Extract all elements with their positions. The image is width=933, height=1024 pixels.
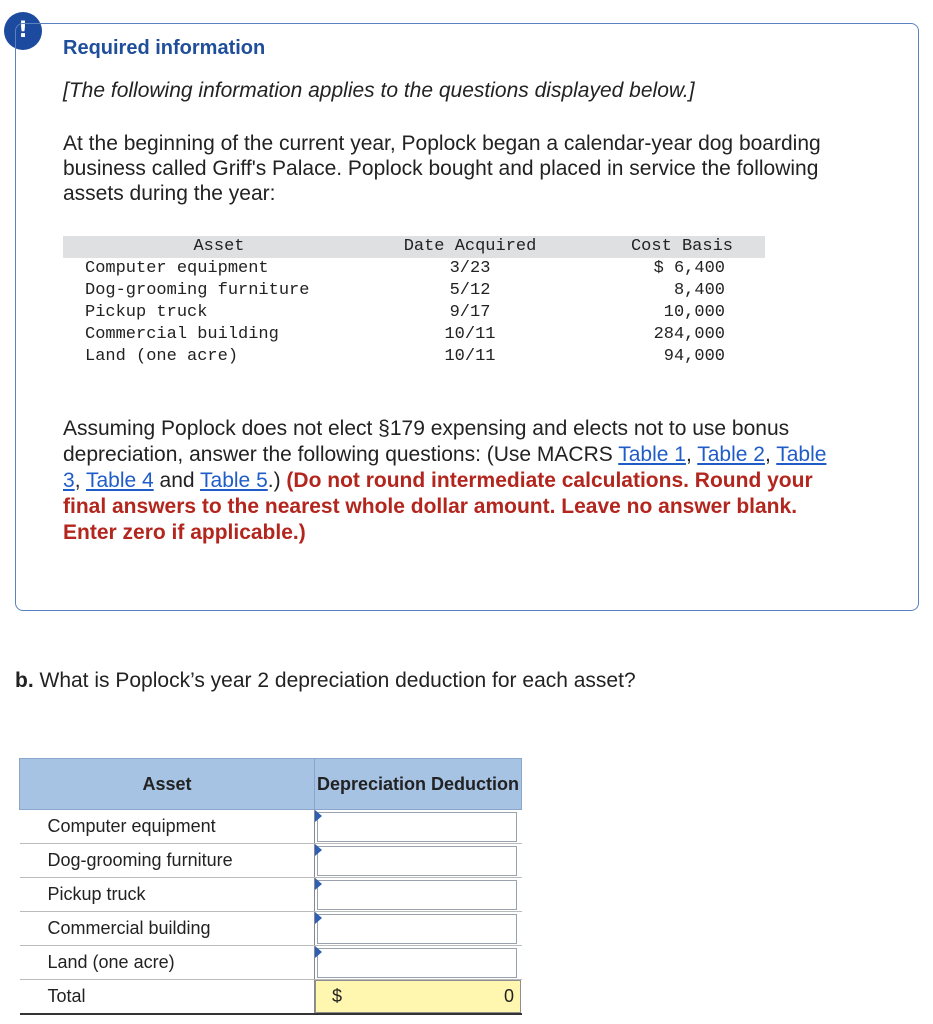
depreciation-input-commercial-building[interactable] (317, 914, 517, 944)
table-row (20, 810, 522, 844)
asset-cost: 284,000 (653, 325, 725, 344)
asset-date: 10/11 (444, 325, 496, 344)
asset-cost: $ 6,400 (653, 259, 725, 278)
answer-asset-label: Computer equipment (20, 810, 315, 844)
macrs-table-4-link[interactable]: Table 4 (85, 469, 154, 492)
asset-cost: 94,000 (663, 347, 725, 366)
depreciation-cell (315, 946, 522, 980)
header-date-acquired: Date Acquired (375, 236, 565, 258)
table-row (20, 878, 522, 912)
depreciation-input-pickup-truck[interactable] (317, 880, 517, 910)
total-value: 0 (503, 986, 514, 1006)
question-label: b. (15, 669, 34, 692)
table-row (20, 946, 522, 980)
answer-asset-label: Pickup truck (20, 878, 315, 912)
table-row (20, 912, 522, 946)
macrs-table-5-link[interactable]: Table 5 (200, 469, 268, 492)
question-text: What is Poplock’s year 2 depreciation deduction for each asset? (33, 669, 636, 692)
answer-asset-label: Commercial building (20, 912, 315, 946)
asset-table-header (63, 236, 765, 258)
total-value-box (315, 980, 521, 1013)
table-row (63, 346, 765, 368)
depreciation-cell (315, 810, 522, 844)
answer-asset-label: Dog-grooming furniture (20, 844, 315, 878)
asset-cost: 8,400 (673, 281, 725, 300)
depreciation-input-computer-equipment[interactable] (317, 812, 517, 842)
table-row (63, 324, 765, 346)
separator: .) (267, 469, 287, 492)
asset-name: Land (one acre) (85, 347, 239, 366)
flag-icon (315, 912, 322, 924)
asset-name: Computer equipment (85, 259, 269, 278)
total-row (20, 980, 522, 1015)
asset-date: 5/12 (449, 281, 491, 300)
table-row (63, 258, 765, 280)
alert-icon: ! (4, 12, 42, 50)
separator: , (764, 443, 777, 466)
answer-table (19, 758, 522, 1015)
asset-cost: 10,000 (663, 303, 725, 322)
answer-header-depreciation: Depreciation Deduction (315, 759, 522, 810)
required-info-title: Required information (63, 37, 266, 59)
table-row (20, 844, 522, 878)
macrs-table-3-link[interactable]: Table 3 (63, 443, 827, 492)
total-currency: $ (332, 986, 343, 1006)
asset-name: Commercial building (85, 325, 279, 344)
asset-date: 10/11 (444, 347, 496, 366)
separator: , (685, 443, 698, 466)
macrs-table-2-link[interactable]: Table 2 (697, 443, 765, 466)
separator: and (153, 469, 201, 492)
rounding-warning: (Do not round intermediate calculations. Round your final answers to the nearest whole dollar amount. Leave no answer blank. Enter zero if applicable.) (63, 469, 813, 544)
flag-icon (315, 810, 322, 822)
flag-icon (315, 844, 322, 856)
asset-date: 3/23 (449, 259, 491, 278)
answer-asset-label: Land (one acre) (20, 946, 315, 980)
macrs-table-1-link[interactable]: Table 1 (618, 443, 686, 466)
instructions (63, 416, 843, 546)
table-row (63, 280, 765, 302)
total-label: Total (20, 980, 315, 1015)
instructions-text: Assuming Poplock does not elect §179 expensing and elects not to use bonus depreciation, answer the following questions: (Use MACRS (63, 417, 790, 466)
answer-header-asset: Asset (20, 759, 315, 810)
answer-table-header (20, 759, 522, 810)
depreciation-cell (315, 878, 522, 912)
question-b (15, 669, 636, 693)
asset-name: Dog-grooming furniture (85, 281, 310, 300)
problem-intro: At the beginning of the current year, Poplock began a calendar-year dog boarding business called Griff's Palace. Poplock bought and placed in service the following assets during the year: (63, 132, 821, 205)
asset-table (63, 236, 765, 368)
flag-icon (315, 878, 322, 890)
asset-date: 9/17 (449, 303, 491, 322)
info-note: [The following information applies to the questions displayed below.] (63, 79, 695, 102)
flag-icon (315, 946, 322, 958)
table-row (63, 302, 765, 324)
asset-name: Pickup truck (85, 303, 208, 322)
total-cell (315, 980, 522, 1015)
depreciation-input-land[interactable] (317, 948, 517, 978)
separator: , (74, 469, 86, 492)
depreciation-cell (315, 912, 522, 946)
depreciation-cell (315, 844, 522, 878)
header-cost-basis: Cost Basis (565, 236, 765, 258)
header-asset: Asset (63, 236, 375, 258)
depreciation-input-dog-grooming-furniture[interactable] (317, 846, 517, 876)
